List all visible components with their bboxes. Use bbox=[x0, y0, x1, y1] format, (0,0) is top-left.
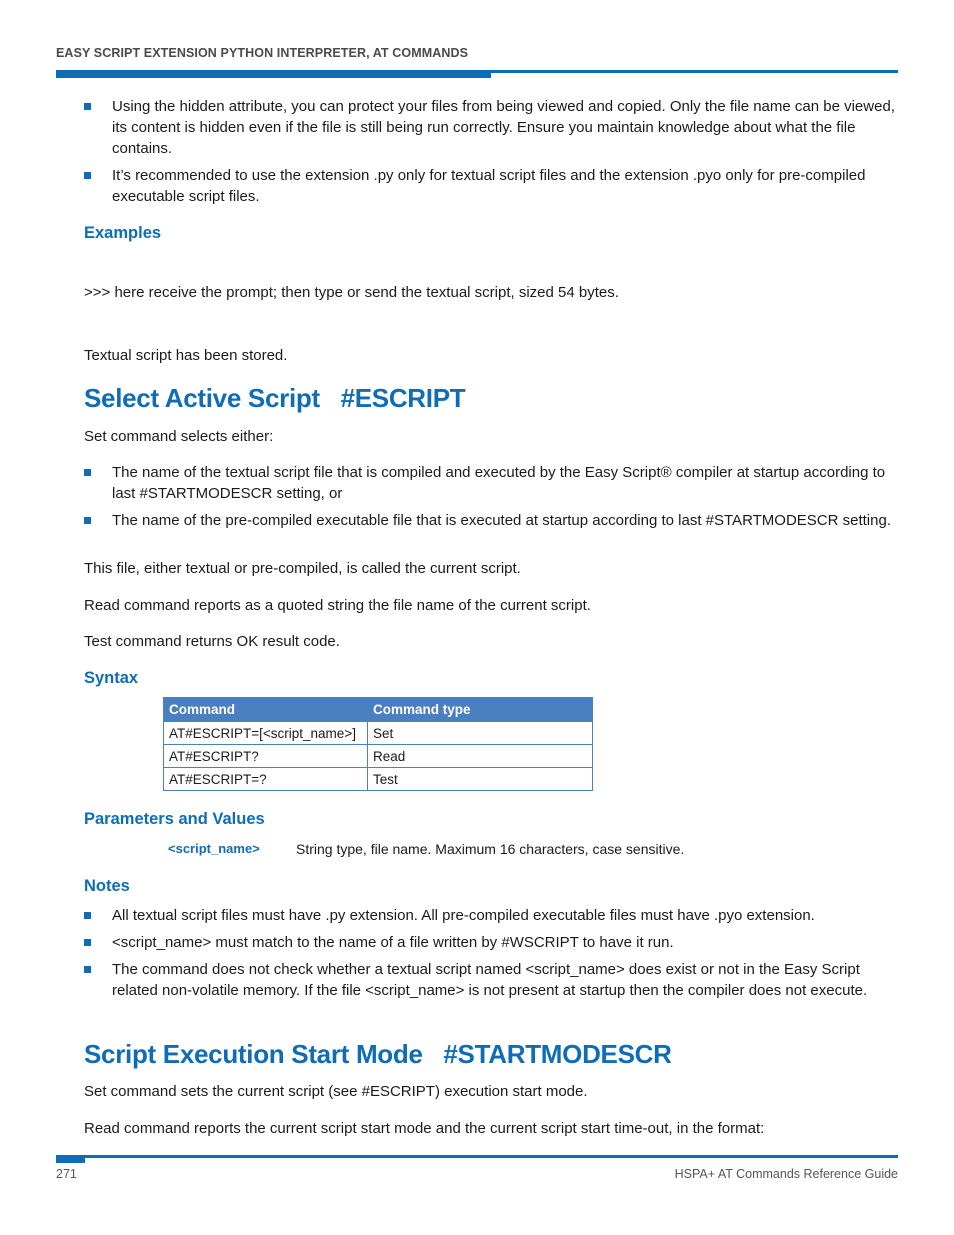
page-number: 271 bbox=[56, 1167, 77, 1181]
notes-heading: Notes bbox=[84, 877, 130, 895]
table-row bbox=[164, 722, 593, 745]
table-row bbox=[164, 768, 593, 791]
syntax-heading: Syntax bbox=[84, 669, 139, 687]
escript-intro: Set command selects either: bbox=[84, 428, 274, 445]
header-rule-thin bbox=[491, 70, 898, 73]
cell-command: AT#ESCRIPT=? bbox=[164, 768, 368, 791]
escript-para-read: Read command reports as a quoted string the file name of the current script. bbox=[84, 597, 591, 614]
list-item bbox=[84, 932, 898, 954]
list-item bbox=[84, 96, 898, 160]
list-item-text: The command does not check whether a textual script named <script_name> does exist or not in the Easy Script related non-volatile memory. If the file <script_name> is not present at startup then the compiler does not execute. bbox=[112, 961, 868, 999]
escript-para-test: Test command returns OK result code. bbox=[84, 633, 340, 650]
list-item-text: Using the hidden attribute, you can protect your files from being viewed and copied. Only the file name can be viewed, its content is hidden even if the file is still being run correctly. Ensure you maintain knowledge about what the file contains. bbox=[112, 98, 895, 157]
list-item bbox=[84, 959, 898, 1023]
parameter-description: String type, file name. Maximum 16 characters, case sensitive. bbox=[296, 841, 685, 857]
cell-command-type: Set bbox=[368, 722, 593, 745]
list-item bbox=[84, 462, 898, 506]
syntax-table bbox=[163, 697, 593, 791]
parameter-name: <script_name> bbox=[168, 841, 260, 856]
example-line-prompt: >>> here receive the prompt; then type or send the textual script, sized 54 bytes. bbox=[84, 284, 619, 301]
escript-para-current: This file, either textual or pre-compiled, is called the current script. bbox=[84, 560, 521, 577]
footer-rule-thin bbox=[85, 1155, 898, 1158]
cell-command: AT#ESCRIPT=[<script_name>] bbox=[164, 722, 368, 745]
bullet-square-icon bbox=[84, 172, 91, 179]
footer-doc-title: HSPA+ AT Commands Reference Guide bbox=[674, 1167, 898, 1181]
example-line-stored: Textual script has been stored. bbox=[84, 347, 288, 364]
startmodescr-para-read: Read command reports the current script start mode and the current script start time-out, in the format: bbox=[84, 1120, 765, 1137]
bullet-square-icon bbox=[84, 939, 91, 946]
column-header-command-type: Command type bbox=[368, 698, 593, 722]
section-title-startmodescr: Script Execution Start Mode #STARTMODESCR bbox=[84, 1039, 672, 1069]
footer-rule-thick bbox=[56, 1155, 85, 1163]
startmodescr-para-set: Set command sets the current script (see #ESCRIPT) execution start mode. bbox=[84, 1083, 588, 1100]
table-header-row bbox=[164, 698, 593, 722]
cell-command: AT#ESCRIPT? bbox=[164, 745, 368, 768]
bullet-square-icon bbox=[84, 517, 91, 524]
list-item bbox=[84, 905, 898, 927]
list-item-text: <script_name> must match to the name of a file written by #WSCRIPT to have it run. bbox=[112, 934, 674, 951]
section-title-escript: Select Active Script #ESCRIPT bbox=[84, 383, 466, 413]
list-item-text: The name of the textual script file that is compiled and executed by the Easy Script® compiler at startup according to last #STARTMODESCR setting, or bbox=[112, 464, 886, 502]
bullet-square-icon bbox=[84, 912, 91, 919]
cell-command-type: Read bbox=[368, 745, 593, 768]
running-header-title: EASY SCRIPT EXTENSION PYTHON INTERPRETER, AT COMMANDS bbox=[56, 46, 469, 60]
cell-command-type: Test bbox=[368, 768, 593, 791]
bullet-square-icon bbox=[84, 103, 91, 110]
parameters-heading: Parameters and Values bbox=[84, 810, 265, 828]
table-row bbox=[164, 745, 593, 768]
list-item-text: The name of the pre-compiled executable file that is executed at startup according to last #STARTMODESCR setting. bbox=[112, 512, 891, 529]
list-item bbox=[84, 165, 898, 209]
bullet-square-icon bbox=[84, 966, 91, 973]
list-item-text: All textual script files must have .py extension. All pre-compiled executable files must have .pyo extension. bbox=[112, 907, 815, 924]
column-header-command: Command bbox=[164, 698, 368, 722]
header-rule-thick bbox=[56, 70, 491, 78]
list-item bbox=[84, 510, 898, 554]
list-item-text: It’s recommended to use the extension .py only for textual script files and the extension .pyo only for pre-compiled executable script files. bbox=[112, 167, 866, 205]
bullet-square-icon bbox=[84, 469, 91, 476]
examples-heading: Examples bbox=[84, 224, 162, 242]
